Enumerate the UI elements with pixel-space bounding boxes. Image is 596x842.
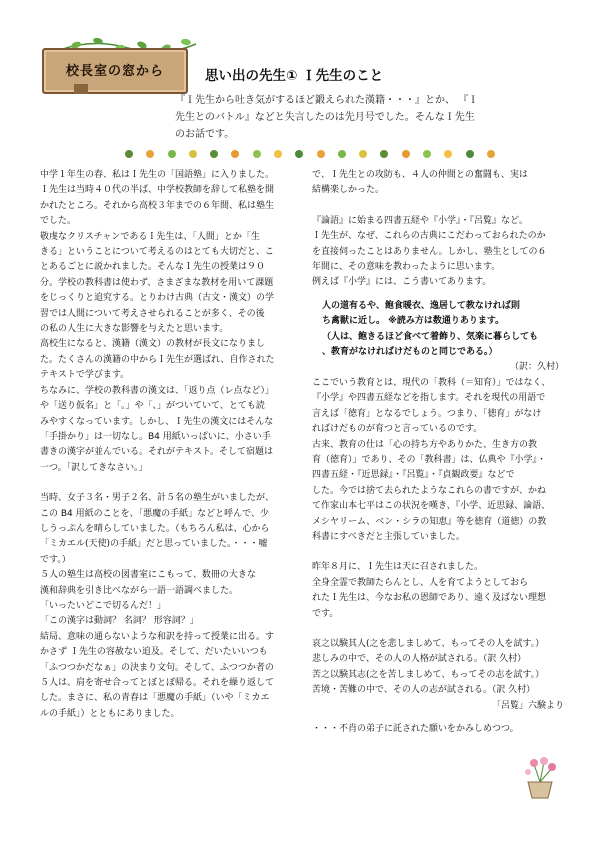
text-line: とあるごとに説かれました。そんなＩ先生の授業は９０ — [40, 262, 266, 273]
text-line: した。まさに、私の青春は「悪魔の手紙」（いや「ミカエ — [40, 693, 270, 704]
text-line: 古来、教育の仕は「心の持ち方やありかた、生き方の教 — [312, 439, 538, 450]
text-line: 結構楽しかった。 — [312, 185, 385, 196]
text-line: 「ふつつかだなぁ」の決まり文句。そして、ふつつか者の — [40, 662, 274, 673]
text-line: Ｉ先生は当時４０代の半ば、中学校教師を辞して私塾を開 — [40, 185, 275, 196]
text-line: ちなみに、学校の教科書の漢文は、「返り点（レ点など）」 — [40, 385, 275, 396]
text-line: の私の人生に大きな影響を与えたと思います。 — [40, 324, 229, 335]
decorative-dot — [189, 150, 197, 158]
text-line: ルの手紙」）とともにありました。 — [40, 708, 180, 719]
text-line: 科書にすべきだと主張していました。 — [312, 531, 465, 542]
decorative-dot — [253, 150, 261, 158]
text-line: 当時、女子３名・男子２名、計５名の塾生がいましたが、 — [40, 493, 275, 504]
text-line: た。たくさんの漢籍の中からＩ先生が選ばれ、自作された — [40, 354, 275, 365]
text-line: 『論語』に始まる四書五経や『小学』・『呂覧』など。 — [312, 215, 529, 226]
decorative-dot — [231, 150, 239, 158]
text-line: や「送り仮名」と「。」や「、」がついていて、とても読 — [40, 401, 265, 412]
decorative-dot — [338, 150, 346, 158]
decorative-dot — [210, 150, 218, 158]
text-line: 「ミカエル(天使)の手紙」だと思っていました。・・・嘘 — [40, 539, 268, 550]
text-line: かさず Ｉ先生の容赦ない追及。そして、だいたいいつも — [40, 647, 268, 658]
text-line: 全身全霊で教師たらんとし、人を育てようとしておら — [312, 577, 529, 588]
text-line: で、Ｉ先生との攻防も、４人の仲間との奮闘も、実は — [312, 170, 528, 180]
quote-line: ち禽獣に近し。 ※読み方は数通りあります。 — [322, 316, 505, 327]
sign-text: 校長室の窓から — [65, 64, 164, 79]
left-column — [40, 168, 285, 722]
text-line: しうっぷんを晴らしていました。（もちろん私は、心から — [40, 523, 270, 534]
decorative-dot — [423, 150, 431, 158]
text-line: 四書五経・『近思録』・『呂覧』・『貞観政要』などで — [312, 470, 515, 481]
intro-line: 先生とのバトル』などと失言したのは先月号でした。そんなＩ先生 — [175, 112, 475, 123]
decorative-dot — [402, 150, 410, 158]
text-line: 「いったいどこで切るんだ！」 — [40, 600, 167, 611]
decorative-dot — [274, 150, 282, 158]
text-line: 結局、意味の通らないような和訳を持って授業に出る。す — [40, 631, 275, 642]
decorative-dot — [317, 150, 325, 158]
decorative-dot — [359, 150, 367, 158]
text-line: みやすくなっています。しかし、Ｉ先生の漢文にはそんな — [40, 416, 274, 427]
text-line: 年間に、その意味を教わったように思います。 — [312, 262, 501, 273]
intro-line: 『Ｉ先生から吐き気がするほど鍛えられた漢籍・・・』とか、 『Ｉ — [175, 95, 479, 106]
quote-credit: （訳：久村） — [509, 362, 564, 373]
decorative-dot — [146, 150, 154, 158]
text-line: をじっくりと追究する。とりわけ古典（古文・漢文）の学 — [40, 293, 275, 304]
text-line: 「この漢字は動詞？ 名詞？ 形容詞？」 — [40, 616, 199, 627]
text-line: 書きの漢字が並んでいる。それがテキスト。そして宿題は — [40, 447, 274, 458]
decorative-dot — [466, 150, 474, 158]
text-line: テキストで学びます。 — [40, 370, 130, 381]
text-line: て作家山本七平はこの状況を嘆き、『小学、近思録、論語、 — [312, 501, 551, 512]
text-line: です。） — [40, 554, 71, 565]
text-line: 分。学校の教科書は使わず、さまざまな教材を用いて課題 — [40, 277, 274, 288]
decorative-dot — [295, 150, 303, 158]
quote-line: 人の道有るや、飽食暖衣、逸居して教なければ則 — [322, 300, 520, 311]
text-line: 高校生になると、漢籍（漢文）の教材が長文になりまし — [40, 339, 266, 350]
text-line: を直接伺ったことはありません。しかし、塾生としての６ — [312, 246, 547, 257]
text-line: 漢和辞典を引き比べながら一語一語調べました。 — [40, 585, 239, 596]
text-line: 「手掛かり」は一切なし。B4 用紙いっぱいに、小さい手 — [40, 431, 271, 442]
intro-paragraph — [175, 92, 555, 143]
text-line: Ｉ先生が、なぜ、これらの古典にこだわっておられたのか — [312, 231, 546, 242]
text-line: 言えば「徳育」となるでしょう。つまり、「徳育」がなけ — [312, 408, 542, 419]
decorative-dot — [487, 150, 495, 158]
text-line: 育（徳育）」であり、その「教科書」は、仏典や『小学』・ — [312, 454, 547, 465]
text-line: ここでいう教育とは、現代の「教科（＝知育）」ではなく、 — [312, 377, 551, 388]
sign-post — [74, 84, 88, 94]
dot-divider — [125, 147, 495, 161]
right-column — [312, 168, 564, 737]
text-line: 中学１年生の春、私はＩ先生の「国語塾」に入りました。 — [40, 170, 275, 180]
text-line: 習では人間について考えさせられることが多く、その後 — [40, 308, 265, 319]
text-line: メシヤリーム、ベン・シラの知恵』等を徳育（道徳）の教 — [312, 516, 547, 527]
text-line: 敬虔なクリスチャンであるＩ先生は、「人間」とか「生 — [40, 231, 260, 242]
closing-line: ・・・不肖の弟子に託された願いをかみしめつつ。 — [312, 724, 519, 734]
text-line: 昨年８月に、Ｉ先生は天に召されました。 — [312, 562, 484, 573]
text-line: れたＩ先生は、今なお私の恩師であり、遠く及ばない理想 — [312, 593, 547, 604]
decorative-dot — [444, 150, 452, 158]
text-line: この B4 用紙のことを、「悪魔の手紙」などと呼んで、少 — [40, 508, 269, 519]
intro-line: のお話です。 — [175, 129, 235, 140]
text-line: です。 — [312, 608, 339, 619]
text-line: 苦之以験其志(之を苦しましめて、もってその志を試す。） — [312, 669, 545, 680]
article-title: 思い出の先生① Ｉ先生のこと — [205, 68, 384, 84]
text-line: でした。 — [40, 216, 77, 227]
text-line: ればけだものが育つと言っているのです。 — [312, 424, 483, 435]
decorative-dot — [168, 150, 176, 158]
decorative-dot — [125, 150, 133, 158]
text-line: 『小学』や四書五経などを指します。それを現代の用語で — [312, 393, 546, 404]
quote-line: 、教育がなければけだものと同じである。） — [322, 347, 498, 358]
text-line: した。今では捨て去られたようなこれらの書ですが、かね — [312, 485, 547, 496]
text-line: 悲しみの中で、その人の人格が試される。（訳 久村） — [312, 654, 527, 665]
text-line: かれたところ。それから高校３年までの６年間、私は塾生 — [40, 200, 275, 211]
text-line: ５人の塾生は高校の図書室にこもって、数冊の大きな — [40, 570, 256, 581]
text-line: 一つ。「訳してきなさい。」 — [40, 462, 148, 473]
text-line: ５人は、肩を寄せ合ってとぼとぼ帰る。それを繰り返して — [40, 678, 275, 688]
text-line: 哀之以験其人(之を悲しましめて、もってその人を試す。） — [312, 638, 545, 649]
text-line: きる」ということについて考えるのはとても大切だと、こ — [40, 247, 274, 258]
source-credit: 「呂覧」六験より — [491, 700, 564, 711]
text-line: 苦境・苦難の中で、その人の志が試される。（訳 久村） — [312, 685, 536, 696]
decorative-dot — [380, 150, 388, 158]
flower-pot-illustration — [518, 752, 562, 802]
text-line: 例えば『小学』には、こう書いてあります。 — [312, 277, 492, 288]
quote-line: （人は、飽きるほど食べて着飾り、気楽に暮らしても — [322, 331, 539, 342]
header-sign — [42, 48, 188, 94]
